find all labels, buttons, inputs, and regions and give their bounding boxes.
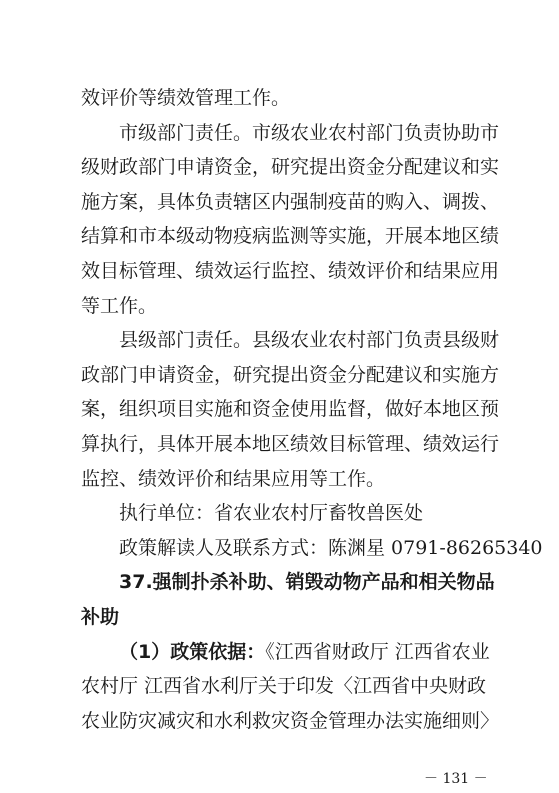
paragraph-line: 农村厅 江西省水利厅关于印发〈江西省中央财政 <box>81 675 487 697</box>
policy-basis-text: 《江西省财政厅 江西省农业 <box>265 641 490 663</box>
paragraph-line: 监控、绩效评价和结果应用等工作。 <box>81 468 386 490</box>
paragraph-line: 效目标管理、绩效运行监控、绩效评价和结果应用 <box>81 260 500 282</box>
paragraph-line: 效评价等绩效管理工作。 <box>81 87 291 109</box>
paragraph-line: 市级部门责任。市级农业农村部门负责协助市 <box>119 122 500 144</box>
policy-basis-line <box>119 640 519 664</box>
section-heading-continued: 补助 <box>81 606 120 628</box>
contact-line: 政策解读人及联系方式：陈渊星 0791-86265340 <box>119 537 543 559</box>
paragraph-line: 算执行，具体开展本地区绩效目标管理、绩效运行 <box>81 433 500 455</box>
paragraph-line: 案，组织项目实施和资金使用监督，做好本地区预 <box>81 398 500 420</box>
paragraph-line: 等工作。 <box>81 295 158 317</box>
paragraph-line: 结算和市本级动物疫病监测等实施，开展本地区绩 <box>81 225 500 247</box>
execution-unit-line: 执行单位：省农业农村厅畜牧兽医处 <box>119 502 424 524</box>
policy-basis-label: （1）政策依据： <box>119 641 266 663</box>
paragraph-line: 级财政部门申请资金，研究提出资金分配建议和实 <box>81 156 500 178</box>
paragraph-line: 政部门申请资金，研究提出资金分配建议和实施方 <box>81 364 500 386</box>
paragraph-line: 施方案，具体负责辖区内强制疫苗的购入、调拨、 <box>81 191 500 213</box>
section-heading: 37.强制扑杀补助、销毁动物产品和相关物品 <box>119 571 495 593</box>
paragraph-line: 农业防灾减灾和水利救灾资金管理办法实施细则〉 <box>81 710 500 732</box>
page-number: － 131 － <box>424 771 488 787</box>
paragraph-line: 县级部门责任。县级农业农村部门负责县级财 <box>119 329 500 351</box>
